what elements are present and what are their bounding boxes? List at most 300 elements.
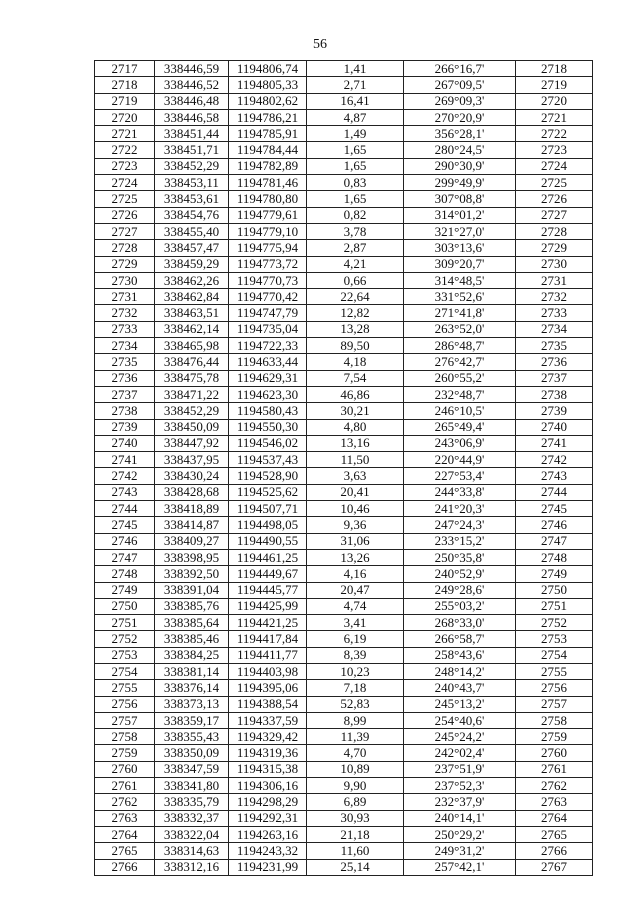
point-number-cell: 2737 [95,386,155,402]
x-coordinate-cell: 338355,43 [155,729,229,745]
point-number-cell: 2729 [95,256,155,272]
x-coordinate-cell: 338450,09 [155,419,229,435]
point-number-cell: 2742 [95,468,155,484]
next-point-cell: 2753 [516,631,593,647]
y-coordinate-cell: 1194329,42 [229,729,307,745]
point-number-cell: 2722 [95,142,155,158]
point-number-cell: 2752 [95,631,155,647]
point-number-cell: 2762 [95,794,155,810]
y-coordinate-cell: 1194775,94 [229,240,307,256]
point-number-cell: 2745 [95,517,155,533]
distance-cell: 0,82 [307,207,404,223]
y-coordinate-cell: 1194806,74 [229,61,307,77]
next-point-cell: 2724 [516,158,593,174]
next-point-cell: 2739 [516,403,593,419]
distance-cell: 13,28 [307,321,404,337]
x-coordinate-cell: 338452,29 [155,403,229,419]
direction-angle-cell: 307°08,8' [404,191,516,207]
distance-cell: 4,87 [307,109,404,125]
distance-cell: 12,82 [307,305,404,321]
y-coordinate-cell: 1194445,77 [229,582,307,598]
direction-angle-cell: 242°02,4' [404,745,516,761]
y-coordinate-cell: 1194395,06 [229,680,307,696]
distance-cell: 4,74 [307,598,404,614]
distance-cell: 2,87 [307,240,404,256]
table-row [95,403,593,419]
table-row [95,826,593,842]
x-coordinate-cell: 338446,59 [155,61,229,77]
table-row [95,256,593,272]
table-row [95,566,593,582]
direction-angle-cell: 258°43,6' [404,647,516,663]
y-coordinate-cell: 1194779,61 [229,207,307,223]
table-row [95,419,593,435]
next-point-cell: 2722 [516,126,593,142]
point-number-cell: 2760 [95,761,155,777]
next-point-cell: 2721 [516,109,593,125]
table-row [95,175,593,191]
direction-angle-cell: 240°52,9' [404,566,516,582]
distance-cell: 7,54 [307,370,404,386]
y-coordinate-cell: 1194550,30 [229,419,307,435]
point-number-cell: 2733 [95,321,155,337]
point-number-cell: 2719 [95,93,155,109]
point-number-cell: 2732 [95,305,155,321]
point-number-cell: 2734 [95,338,155,354]
x-coordinate-cell: 338452,29 [155,158,229,174]
x-coordinate-cell: 338462,84 [155,289,229,305]
next-point-cell: 2744 [516,484,593,500]
x-coordinate-cell: 338314,63 [155,843,229,859]
distance-cell: 1,41 [307,61,404,77]
distance-cell: 30,93 [307,810,404,826]
direction-angle-cell: 314°48,5' [404,272,516,288]
next-point-cell: 2764 [516,810,593,826]
distance-cell: 52,83 [307,696,404,712]
x-coordinate-cell: 338453,61 [155,191,229,207]
direction-angle-cell: 247°24,3' [404,517,516,533]
point-number-cell: 2717 [95,61,155,77]
next-point-cell: 2728 [516,223,593,239]
y-coordinate-cell: 1194388,54 [229,696,307,712]
x-coordinate-cell: 338418,89 [155,501,229,517]
distance-cell: 0,83 [307,175,404,191]
table-row [95,61,593,77]
y-coordinate-cell: 1194546,02 [229,435,307,451]
distance-cell: 1,49 [307,126,404,142]
table-row [95,370,593,386]
direction-angle-cell: 309°20,7' [404,256,516,272]
table-row [95,452,593,468]
next-point-cell: 2737 [516,370,593,386]
next-point-cell: 2763 [516,794,593,810]
direction-angle-cell: 286°48,7' [404,338,516,354]
y-coordinate-cell: 1194417,84 [229,631,307,647]
point-number-cell: 2747 [95,549,155,565]
y-coordinate-cell: 1194623,30 [229,386,307,402]
x-coordinate-cell: 338384,25 [155,647,229,663]
next-point-cell: 2760 [516,745,593,761]
distance-cell: 6,89 [307,794,404,810]
next-point-cell: 2746 [516,517,593,533]
next-point-cell: 2756 [516,680,593,696]
point-number-cell: 2757 [95,712,155,728]
x-coordinate-cell: 338398,95 [155,549,229,565]
distance-cell: 0,66 [307,272,404,288]
y-coordinate-cell: 1194784,44 [229,142,307,158]
x-coordinate-cell: 338381,14 [155,663,229,679]
y-coordinate-cell: 1194525,62 [229,484,307,500]
next-point-cell: 2735 [516,338,593,354]
next-point-cell: 2733 [516,305,593,321]
next-point-cell: 2740 [516,419,593,435]
next-point-cell: 2718 [516,61,593,77]
distance-cell: 3,63 [307,468,404,484]
x-coordinate-cell: 338414,87 [155,517,229,533]
direction-angle-cell: 270°20,9' [404,109,516,125]
table-row [95,729,593,745]
point-number-cell: 2728 [95,240,155,256]
x-coordinate-cell: 338465,98 [155,338,229,354]
next-point-cell: 2719 [516,77,593,93]
table-row [95,272,593,288]
table-row [95,582,593,598]
table-row [95,484,593,500]
x-coordinate-cell: 338446,48 [155,93,229,109]
table-row [95,338,593,354]
y-coordinate-cell: 1194298,29 [229,794,307,810]
distance-cell: 1,65 [307,158,404,174]
table-row [95,794,593,810]
next-point-cell: 2759 [516,729,593,745]
direction-angle-cell: 237°52,3' [404,778,516,794]
y-coordinate-cell: 1194773,72 [229,256,307,272]
direction-angle-cell: 249°28,6' [404,582,516,598]
x-coordinate-cell: 338437,95 [155,452,229,468]
next-point-cell: 2757 [516,696,593,712]
distance-cell: 3,78 [307,223,404,239]
next-point-cell: 2758 [516,712,593,728]
y-coordinate-cell: 1194306,16 [229,778,307,794]
direction-angle-cell: 246°10,5' [404,403,516,419]
point-number-cell: 2753 [95,647,155,663]
x-coordinate-cell: 338385,76 [155,598,229,614]
x-coordinate-cell: 338462,14 [155,321,229,337]
table-row [95,517,593,533]
x-coordinate-cell: 338376,14 [155,680,229,696]
table-row [95,126,593,142]
x-coordinate-cell: 338446,52 [155,77,229,93]
table-row [95,207,593,223]
x-coordinate-cell: 338428,68 [155,484,229,500]
point-number-cell: 2754 [95,663,155,679]
x-coordinate-cell: 338391,04 [155,582,229,598]
y-coordinate-cell: 1194403,98 [229,663,307,679]
next-point-cell: 2725 [516,175,593,191]
coordinate-table [94,60,593,876]
table-row [95,810,593,826]
direction-angle-cell: 220°44,9' [404,452,516,468]
point-number-cell: 2763 [95,810,155,826]
direction-angle-cell: 240°14,1' [404,810,516,826]
distance-cell: 20,41 [307,484,404,500]
next-point-cell: 2734 [516,321,593,337]
distance-cell: 16,41 [307,93,404,109]
x-coordinate-cell: 338312,16 [155,859,229,875]
next-point-cell: 2720 [516,93,593,109]
table-row [95,696,593,712]
next-point-cell: 2761 [516,761,593,777]
x-coordinate-cell: 338463,51 [155,305,229,321]
table-row [95,647,593,663]
point-number-cell: 2727 [95,223,155,239]
table-row [95,859,593,875]
distance-cell: 1,65 [307,142,404,158]
x-coordinate-cell: 338350,09 [155,745,229,761]
point-number-cell: 2724 [95,175,155,191]
point-number-cell: 2759 [95,745,155,761]
x-coordinate-cell: 338430,24 [155,468,229,484]
next-point-cell: 2738 [516,386,593,402]
distance-cell: 4,21 [307,256,404,272]
point-number-cell: 2741 [95,452,155,468]
direction-angle-cell: 266°58,7' [404,631,516,647]
y-coordinate-cell: 1194319,36 [229,745,307,761]
x-coordinate-cell: 338447,92 [155,435,229,451]
direction-angle-cell: 263°52,0' [404,321,516,337]
coordinate-table-body [95,61,593,876]
table-row [95,142,593,158]
point-number-cell: 2739 [95,419,155,435]
direction-angle-cell: 321°27,0' [404,223,516,239]
distance-cell: 9,90 [307,778,404,794]
x-coordinate-cell: 338359,17 [155,712,229,728]
y-coordinate-cell: 1194263,16 [229,826,307,842]
distance-cell: 7,18 [307,680,404,696]
direction-angle-cell: 241°20,3' [404,501,516,517]
next-point-cell: 2726 [516,191,593,207]
point-number-cell: 2746 [95,533,155,549]
x-coordinate-cell: 338453,11 [155,175,229,191]
direction-angle-cell: 245°24,2' [404,729,516,745]
y-coordinate-cell: 1194770,42 [229,289,307,305]
y-coordinate-cell: 1194461,25 [229,549,307,565]
point-number-cell: 2750 [95,598,155,614]
next-point-cell: 2765 [516,826,593,842]
y-coordinate-cell: 1194580,43 [229,403,307,419]
table-row [95,615,593,631]
table-row [95,109,593,125]
y-coordinate-cell: 1194770,73 [229,272,307,288]
y-coordinate-cell: 1194425,99 [229,598,307,614]
x-coordinate-cell: 338446,58 [155,109,229,125]
distance-cell: 13,26 [307,549,404,565]
direction-angle-cell: 299°49,9' [404,175,516,191]
page-number: 56 [313,37,327,52]
distance-cell: 6,19 [307,631,404,647]
direction-angle-cell: 255°03,2' [404,598,516,614]
table-row [95,158,593,174]
direction-angle-cell: 276°42,7' [404,354,516,370]
table-row [95,533,593,549]
direction-angle-cell: 265°49,4' [404,419,516,435]
x-coordinate-cell: 338457,47 [155,240,229,256]
distance-cell: 13,16 [307,435,404,451]
direction-angle-cell: 243°06,9' [404,435,516,451]
y-coordinate-cell: 1194292,31 [229,810,307,826]
next-point-cell: 2767 [516,859,593,875]
x-coordinate-cell: 338385,64 [155,615,229,631]
point-number-cell: 2756 [95,696,155,712]
y-coordinate-cell: 1194785,91 [229,126,307,142]
next-point-cell: 2750 [516,582,593,598]
direction-angle-cell: 303°13,6' [404,240,516,256]
y-coordinate-cell: 1194782,89 [229,158,307,174]
table-row [95,223,593,239]
distance-cell: 46,86 [307,386,404,402]
y-coordinate-cell: 1194779,10 [229,223,307,239]
next-point-cell: 2741 [516,435,593,451]
point-number-cell: 2723 [95,158,155,174]
next-point-cell: 2766 [516,843,593,859]
distance-cell: 30,21 [307,403,404,419]
direction-angle-cell: 271°41,8' [404,305,516,321]
distance-cell: 4,16 [307,566,404,582]
next-point-cell: 2723 [516,142,593,158]
y-coordinate-cell: 1194498,05 [229,517,307,533]
distance-cell: 4,18 [307,354,404,370]
table-row [95,549,593,565]
direction-angle-cell: 232°48,7' [404,386,516,402]
point-number-cell: 2738 [95,403,155,419]
direction-angle-cell: 248°14,2' [404,663,516,679]
x-coordinate-cell: 338409,27 [155,533,229,549]
distance-cell: 20,47 [307,582,404,598]
direction-angle-cell: 290°30,9' [404,158,516,174]
point-number-cell: 2766 [95,859,155,875]
distance-cell: 1,65 [307,191,404,207]
y-coordinate-cell: 1194781,46 [229,175,307,191]
y-coordinate-cell: 1194243,32 [229,843,307,859]
direction-angle-cell: 268°33,0' [404,615,516,631]
distance-cell: 4,80 [307,419,404,435]
point-number-cell: 2749 [95,582,155,598]
point-number-cell: 2730 [95,272,155,288]
x-coordinate-cell: 338476,44 [155,354,229,370]
y-coordinate-cell: 1194722,33 [229,338,307,354]
distance-cell: 25,14 [307,859,404,875]
point-number-cell: 2755 [95,680,155,696]
next-point-cell: 2745 [516,501,593,517]
table-row [95,93,593,109]
y-coordinate-cell: 1194537,43 [229,452,307,468]
point-number-cell: 2731 [95,289,155,305]
direction-angle-cell: 232°37,9' [404,794,516,810]
direction-angle-cell: 267°09,5' [404,77,516,93]
y-coordinate-cell: 1194490,55 [229,533,307,549]
distance-cell: 21,18 [307,826,404,842]
y-coordinate-cell: 1194449,67 [229,566,307,582]
next-point-cell: 2755 [516,663,593,679]
distance-cell: 31,06 [307,533,404,549]
table-row [95,386,593,402]
y-coordinate-cell: 1194315,38 [229,761,307,777]
x-coordinate-cell: 338451,44 [155,126,229,142]
direction-angle-cell: 240°43,7' [404,680,516,696]
table-row [95,680,593,696]
table-row [95,305,593,321]
direction-angle-cell: 245°13,2' [404,696,516,712]
next-point-cell: 2762 [516,778,593,794]
x-coordinate-cell: 338451,71 [155,142,229,158]
point-number-cell: 2761 [95,778,155,794]
y-coordinate-cell: 1194805,33 [229,77,307,93]
next-point-cell: 2751 [516,598,593,614]
next-point-cell: 2752 [516,615,593,631]
y-coordinate-cell: 1194507,71 [229,501,307,517]
next-point-cell: 2730 [516,256,593,272]
direction-angle-cell: 250°35,8' [404,549,516,565]
y-coordinate-cell: 1194629,31 [229,370,307,386]
table-row [95,663,593,679]
point-number-cell: 2764 [95,826,155,842]
next-point-cell: 2754 [516,647,593,663]
next-point-cell: 2742 [516,452,593,468]
distance-cell: 11,39 [307,729,404,745]
x-coordinate-cell: 338471,22 [155,386,229,402]
direction-angle-cell: 331°52,6' [404,289,516,305]
distance-cell: 89,50 [307,338,404,354]
x-coordinate-cell: 338347,59 [155,761,229,777]
y-coordinate-cell: 1194633,44 [229,354,307,370]
direction-angle-cell: 250°29,2' [404,826,516,842]
x-coordinate-cell: 338454,76 [155,207,229,223]
table-row [95,712,593,728]
distance-cell: 8,99 [307,712,404,728]
point-number-cell: 2765 [95,843,155,859]
x-coordinate-cell: 338373,13 [155,696,229,712]
table-row [95,745,593,761]
y-coordinate-cell: 1194337,59 [229,712,307,728]
distance-cell: 22,64 [307,289,404,305]
point-number-cell: 2748 [95,566,155,582]
point-number-cell: 2744 [95,501,155,517]
next-point-cell: 2731 [516,272,593,288]
distance-cell: 2,71 [307,77,404,93]
direction-angle-cell: 269°09,3' [404,93,516,109]
table-row [95,778,593,794]
direction-angle-cell: 260°55,2' [404,370,516,386]
table-row [95,501,593,517]
distance-cell: 8,39 [307,647,404,663]
next-point-cell: 2727 [516,207,593,223]
y-coordinate-cell: 1194780,80 [229,191,307,207]
point-number-cell: 2736 [95,370,155,386]
x-coordinate-cell: 338341,80 [155,778,229,794]
x-coordinate-cell: 338392,50 [155,566,229,582]
point-number-cell: 2758 [95,729,155,745]
distance-cell: 10,89 [307,761,404,777]
direction-angle-cell: 266°16,7' [404,61,516,77]
table-row [95,598,593,614]
x-coordinate-cell: 338322,04 [155,826,229,842]
next-point-cell: 2743 [516,468,593,484]
next-point-cell: 2729 [516,240,593,256]
x-coordinate-cell: 338335,79 [155,794,229,810]
x-coordinate-cell: 338332,37 [155,810,229,826]
direction-angle-cell: 356°28,1' [404,126,516,142]
y-coordinate-cell: 1194528,90 [229,468,307,484]
